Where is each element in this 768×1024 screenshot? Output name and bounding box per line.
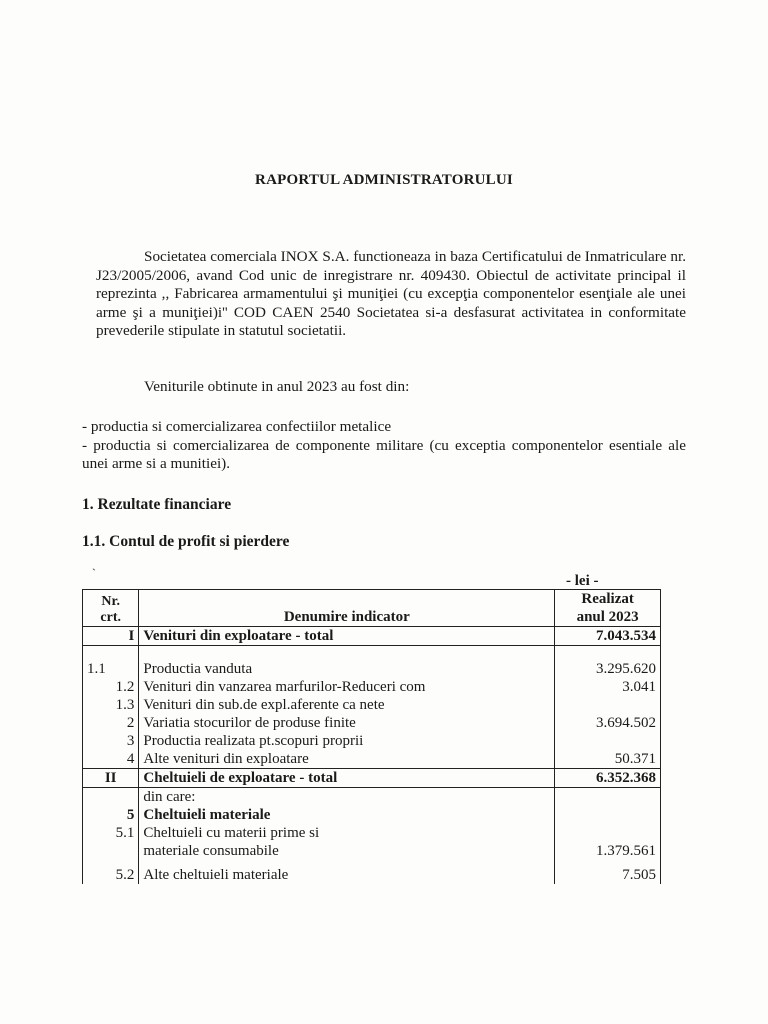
row-value	[555, 806, 661, 824]
row-nr: II	[83, 769, 139, 788]
header-year-label: anul 2023	[576, 609, 639, 625]
row-nr: 1.2	[83, 678, 139, 696]
table-row	[83, 660, 661, 678]
row-value	[555, 732, 661, 750]
row-name: Venituri din sub.de expl.aferente ca nete	[139, 696, 555, 714]
row-value	[555, 696, 661, 714]
row-nr: 2	[83, 714, 139, 732]
row-nr: 3	[83, 732, 139, 750]
row-value: 3.041	[555, 678, 661, 696]
section-heading-financial-results: 1. Rezultate financiare	[82, 496, 232, 513]
company-description-paragraph: Societatea comerciala INOX S.A. functioneaza in baza Certificatului de Inmatriculare nr. J23/2005/2006, avand Cod unic de inregistrare nr. 409430. Obiectul de activitate principal il reprezinta ,, Fabricarea armamentului şi muniţiei (cu excepţia componentelor esenţiale ale unei arme şi a muniţiei)i'' COD CAEN 2540 Societatea si-a desfasurat activitatea in conformitate prevederile stipulate in statutul societatii.	[96, 248, 686, 340]
header-crt-label: crt.	[100, 610, 121, 625]
list-item: - productia si comercializarea confectiilor metalice	[82, 418, 392, 435]
row-nr	[83, 788, 139, 807]
row-name: din care:	[139, 788, 555, 807]
list-item: - productia si comercializarea de componente militare (cu exceptia componentelor esentiale ale unei arme si a munitiei).	[82, 436, 686, 472]
row-value: 7.505	[555, 860, 661, 884]
row-name: Venituri din exploatare - total	[139, 627, 555, 646]
report-title: RAPORTUL ADMINISTRATORULUI	[255, 172, 513, 188]
table-row	[83, 842, 661, 860]
row-name: Cheltuieli materiale	[139, 806, 555, 824]
table-row	[83, 678, 661, 696]
table-row	[83, 750, 661, 769]
row-value: 50.371	[555, 750, 661, 769]
row-nr: I	[83, 627, 139, 646]
currency-unit-label: - lei -	[566, 573, 599, 589]
table-row	[83, 788, 661, 807]
table-header-row	[83, 590, 661, 627]
row-nr: 5.1	[83, 824, 139, 842]
row-nr: 5	[83, 806, 139, 824]
row-value	[555, 824, 661, 842]
profit-loss-table	[82, 589, 661, 884]
row-name: Variatia stocurilor de produse finite	[139, 714, 555, 732]
row-value	[555, 788, 661, 807]
row-name: Alte cheltuieli materiale	[139, 860, 555, 884]
row-name: Alte venituri din exploatare	[139, 750, 555, 769]
header-nr-label: Nr.	[101, 594, 120, 609]
spacer-cell	[139, 646, 555, 661]
header-nr-crt	[83, 590, 139, 627]
row-value: 3.694.502	[555, 714, 661, 732]
row-name: materiale consumabile	[139, 842, 555, 860]
stray-mark: `	[92, 566, 96, 580]
header-realized-label: Realizat	[581, 591, 634, 607]
table-row	[83, 732, 661, 750]
row-value: 1.379.561	[555, 842, 661, 860]
table-row	[83, 806, 661, 824]
row-name: Productia realizata pt.scopuri proprii	[139, 732, 555, 750]
row-value: 7.043.534	[555, 627, 661, 646]
row-name: Cheltuieli de exploatare - total	[139, 769, 555, 788]
table-row	[83, 627, 661, 646]
row-name: Cheltuieli cu materii prime si	[139, 824, 555, 842]
table-row	[83, 860, 661, 884]
spacer-cell	[555, 646, 661, 661]
row-value: 3.295.620	[555, 660, 661, 678]
table-row	[83, 824, 661, 842]
header-indicator-name: Denumire indicator	[139, 590, 555, 627]
section-heading-profit-loss: 1.1. Contul de profit si pierdere	[82, 533, 290, 550]
spacer-cell	[83, 646, 139, 661]
table-row	[83, 696, 661, 714]
row-nr: 4	[83, 750, 139, 769]
row-nr	[83, 842, 139, 860]
table-row	[83, 714, 661, 732]
table-row	[83, 769, 661, 788]
table-spacer-row	[83, 646, 661, 661]
row-name: Productia vanduta	[139, 660, 555, 678]
row-nr: 1.1	[83, 660, 139, 678]
revenue-intro-paragraph: Veniturile obtinute in anul 2023 au fost din:	[144, 378, 410, 395]
row-value: 6.352.368	[555, 769, 661, 788]
row-nr: 1.3	[83, 696, 139, 714]
header-realized-value	[555, 590, 661, 627]
row-nr: 5.2	[83, 860, 139, 884]
revenue-sources-list	[82, 418, 686, 474]
row-name: Venituri din vanzarea marfurilor-Reduceri com	[139, 678, 555, 696]
